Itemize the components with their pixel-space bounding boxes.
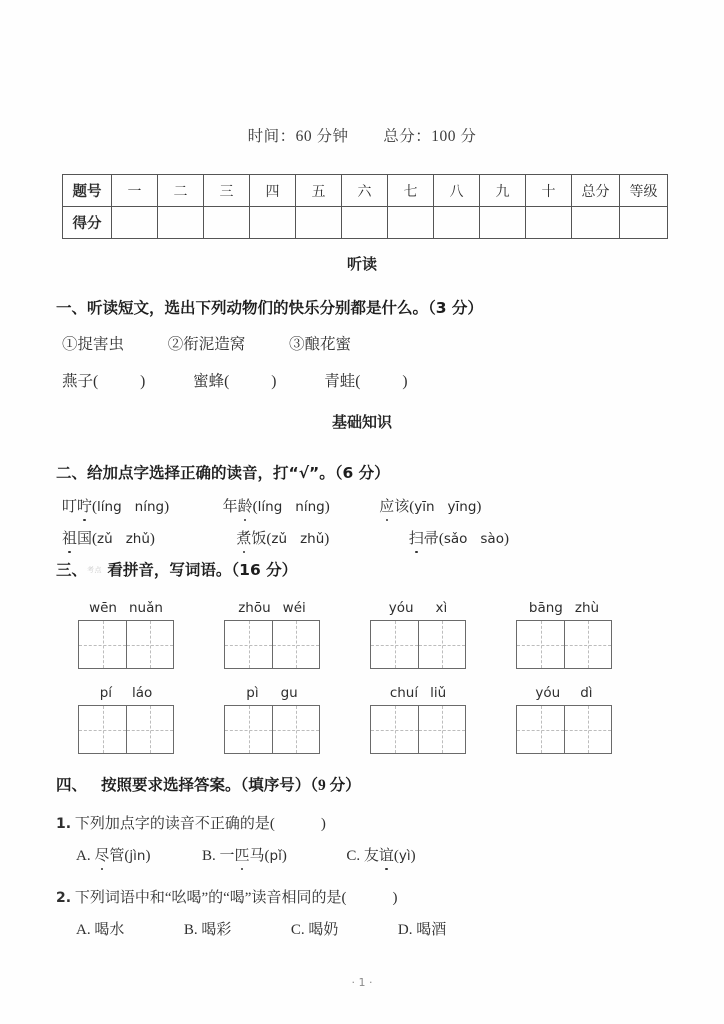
q3-item-7-syllable-2: liǔ (430, 685, 447, 701)
writing-cell[interactable] (517, 621, 564, 668)
score-cell-5[interactable] (296, 207, 342, 239)
q3-item-2-pinyin (224, 600, 320, 616)
q2-item-6-pinyin-b[interactable]: sào (480, 531, 504, 547)
score-cell-2[interactable] (158, 207, 204, 239)
question-4-number: 四、 (56, 777, 88, 794)
q2-item-2[interactable]: 年龄(líng níng) (223, 495, 330, 516)
q4-sub-2-option-b[interactable] (184, 922, 232, 938)
score-table-col-3: 三 (204, 175, 250, 207)
q2-item-4-suffix: 国 (77, 531, 93, 547)
q4-sub-2-option-d-letter: D. (397, 922, 413, 938)
q4-sub-1-option-c-dotted-char: 谊 (379, 844, 394, 865)
q4-sub-2-index: 2. (56, 890, 72, 906)
q1-animal-1-label: 燕子( (62, 373, 99, 390)
q3-item-2-grid[interactable] (224, 620, 320, 669)
score-cell-grade[interactable] (620, 207, 668, 239)
q4-sub-2-option-b-label: 喝彩 (201, 922, 232, 938)
q3-item-6 (224, 685, 320, 754)
q2-item-1-prefix: 叮 (62, 499, 78, 515)
writing-cell[interactable] (564, 621, 611, 668)
q2-item-5-pinyin-a[interactable]: zǔ (271, 531, 288, 547)
exam-time-label: 时间：60 分钟 (247, 128, 349, 145)
q3-item-5 (78, 685, 174, 754)
q3-item-3-grid[interactable] (370, 620, 466, 669)
question-4-sub-2 (56, 886, 397, 907)
q2-item-5-dotted-char: 煮 (236, 527, 251, 548)
q2-item-1[interactable]: 叮咛(líng níng) (62, 495, 169, 516)
score-cell-10[interactable] (526, 207, 572, 239)
question-1-answer-blanks (62, 369, 408, 391)
q4-sub-1-option-c[interactable]: C. 友谊(yì) (346, 848, 415, 864)
score-cell-6[interactable] (342, 207, 388, 239)
score-table-col-4: 四 (250, 175, 296, 207)
q3-item-1-grid[interactable] (78, 620, 174, 669)
q3-item-7-pinyin (370, 685, 466, 701)
score-table-score-row (63, 207, 668, 239)
writing-cell[interactable] (517, 706, 564, 753)
score-table-label-score: 得分 (63, 207, 112, 239)
writing-cell[interactable] (126, 706, 173, 753)
writing-cell[interactable] (272, 621, 319, 668)
writing-cell[interactable] (371, 706, 418, 753)
q2-item-3-dotted-char: 应 (379, 495, 394, 516)
q3-item-8-syllable-2: dì (580, 685, 593, 701)
q4-sub-1-option-b-letter: B. (201, 848, 216, 864)
score-table-col-6: 六 (342, 175, 388, 207)
q4-sub-1-option-c-letter: C. (346, 848, 361, 864)
q4-sub-2-option-a[interactable] (76, 922, 124, 938)
q2-item-4-dotted-char: 祖 (62, 527, 77, 548)
q4-sub-1-option-b-pinyin: pǐ (269, 848, 282, 864)
writing-cell[interactable] (418, 621, 465, 668)
q4-sub-2-option-d-label: 喝酒 (416, 922, 447, 938)
q2-item-2-pinyin-b[interactable]: níng (295, 499, 325, 515)
q3-item-3-pinyin (370, 600, 466, 616)
q3-item-5-pinyin (78, 685, 174, 701)
question-1-title: 一、听读短文，选出下列动物们的快乐分别都是什么。（3 分） (56, 299, 483, 317)
q2-item-2-prefix: 年 (222, 499, 238, 515)
question-4-sub-1 (56, 812, 326, 833)
q4-sub-1-paren: ) (320, 816, 326, 832)
q4-sub-1-option-b-prefix: 一 (219, 848, 235, 864)
q4-sub-1-option-a-letter: A. (76, 848, 91, 864)
score-table (62, 174, 668, 239)
question-4-sub-1-options (76, 844, 416, 865)
q4-sub-1-option-b[interactable]: B. 一匹马(pǐ) (202, 848, 287, 864)
q2-item-1-pinyin-a[interactable]: líng (97, 499, 122, 515)
q3-item-4-syllable-1: bāng (528, 600, 563, 616)
q3-item-4 (516, 600, 612, 669)
score-cell-9[interactable] (480, 207, 526, 239)
q3-item-3 (370, 600, 466, 669)
q4-sub-2-option-a-letter: A. (76, 922, 91, 938)
section-heading-listening: 听读 (346, 255, 377, 273)
q3-item-4-grid[interactable] (516, 620, 612, 669)
q4-sub-2-option-b-letter: B. (183, 922, 198, 938)
question-3-number: 三、 (56, 561, 88, 579)
q4-sub-2-paren: ) (392, 890, 398, 906)
score-table-col-10: 十 (526, 175, 572, 207)
writing-cell[interactable] (371, 621, 418, 668)
q3-item-2 (224, 600, 320, 669)
q1-paren-close-2: ) (271, 373, 277, 390)
score-cell-total[interactable] (572, 207, 620, 239)
section-heading-basics: 基础知识 (331, 413, 392, 431)
q4-sub-1-option-a-suffix: 管 (109, 848, 125, 864)
q3-item-7-grid[interactable] (370, 705, 466, 754)
q3-item-8-pinyin (516, 685, 612, 701)
q2-item-6-pinyin-a[interactable]: sǎo (443, 531, 468, 547)
q3-item-5-syllable-2: láo (132, 685, 153, 701)
q3-item-1-pinyin (78, 600, 174, 616)
q4-sub-1-text: 下列加点字的读音不正确的是( (74, 816, 275, 832)
q3-item-1-syllable-2: nuǎn (128, 600, 163, 616)
writing-cell[interactable] (564, 706, 611, 753)
question-2-title: 二、给加点字选择正确的读音，打“√”。（6 分） (56, 464, 390, 482)
writing-cell[interactable] (225, 706, 272, 753)
q3-item-7-syllable-1: chuí (389, 685, 419, 701)
q1-option-2: ②衔泥造窝 (167, 336, 246, 353)
q3-item-8-syllable-1: yóu (535, 685, 561, 701)
q4-sub-1-option-b-suffix: 马 (249, 848, 265, 864)
q3-item-6-grid[interactable] (224, 705, 320, 754)
q4-sub-1-option-a[interactable]: A. 尽管(jìn) (76, 848, 150, 864)
q3-item-6-pinyin (224, 685, 320, 701)
q3-item-4-syllable-2: zhù (574, 600, 600, 616)
q2-item-6-dotted-char: 扫 (409, 527, 424, 548)
q3-item-8 (516, 685, 612, 754)
q2-item-6[interactable]: 扫帚(sǎo sào) (409, 527, 509, 548)
score-table-col-grade: 等级 (620, 175, 668, 207)
q2-item-3[interactable]: 应该(yīn yīng) (379, 495, 481, 516)
q4-sub-1-index: 1. (56, 816, 72, 832)
q1-option-1: ①捉害虫 (62, 336, 125, 353)
question-1-options (62, 332, 351, 354)
q3-item-3-syllable-2: xì (435, 600, 448, 616)
q3-item-1 (78, 600, 174, 669)
score-table-header-row (63, 175, 668, 207)
writing-cell[interactable] (225, 621, 272, 668)
question-3-title (56, 558, 297, 580)
q2-item-6-suffix: 帚 (423, 531, 439, 547)
question-2-row-2 (62, 527, 509, 548)
writing-cell[interactable] (418, 706, 465, 753)
q3-item-7 (370, 685, 466, 754)
q2-item-4-pinyin-a[interactable]: zǔ (97, 531, 113, 547)
q1-animal-2-label: 蜜蜂( (193, 373, 230, 390)
score-cell-3[interactable] (204, 207, 250, 239)
q3-item-5-grid[interactable] (78, 705, 174, 754)
writing-cell[interactable] (272, 706, 319, 753)
page-number: · 1 · (351, 976, 373, 989)
q3-item-6-syllable-2: gu (280, 685, 298, 701)
q4-sub-1-option-a-dotted-char: 尽 (94, 844, 109, 865)
q3-item-6-syllable-1: pì (246, 685, 259, 701)
q2-item-3-pinyin-b[interactable]: yīng (447, 499, 477, 515)
q4-sub-2-text: 下列词语中和“吆喝”的“喝”读音相同的是( (74, 890, 347, 906)
q2-item-2-pinyin-a[interactable]: líng (257, 499, 283, 515)
score-table-col-9: 九 (480, 175, 526, 207)
question-2-row-1 (62, 495, 481, 516)
q3-item-8-grid[interactable] (516, 705, 612, 754)
q2-item-3-pinyin-a[interactable]: yīn (414, 499, 435, 515)
q4-sub-2-option-c-label: 喝奶 (308, 922, 339, 938)
q1-animal-3-label: 青蛙( (324, 373, 361, 390)
q2-item-4[interactable]: 祖国(zǔ zhǔ) (62, 527, 155, 548)
q4-sub-1-option-c-prefix: 友 (363, 848, 379, 864)
q4-sub-2-option-a-label: 喝水 (94, 922, 125, 938)
q1-paren-close-3: ) (402, 373, 408, 390)
writing-cell[interactable] (79, 706, 126, 753)
score-table-col-1: 一 (112, 175, 158, 207)
q3-item-1-syllable-1: wēn (89, 600, 117, 616)
score-table-col-total: 总分 (572, 175, 620, 207)
score-cell-8[interactable] (434, 207, 480, 239)
q2-item-5-pinyin-b[interactable]: zhǔ (300, 531, 325, 547)
score-cell-1[interactable] (112, 207, 158, 239)
q3-item-3-syllable-1: yóu (388, 600, 414, 616)
q2-item-5-suffix: 饭 (251, 531, 267, 547)
question-4-title (56, 773, 361, 795)
writing-cell[interactable] (126, 621, 173, 668)
q4-sub-2-option-d[interactable] (398, 922, 446, 938)
question-3-watermark: 考点 (87, 566, 103, 574)
q4-sub-2-option-c-letter: C. (290, 922, 305, 938)
q2-item-4-pinyin-b[interactable]: zhǔ (125, 531, 150, 547)
score-table-col-5: 五 (296, 175, 342, 207)
score-table-col-8: 八 (434, 175, 480, 207)
writing-cell[interactable] (79, 621, 126, 668)
q3-item-4-pinyin (516, 600, 612, 616)
q4-sub-2-option-c[interactable] (291, 922, 339, 938)
score-table-label-question: 题号 (63, 175, 112, 207)
score-cell-4[interactable] (250, 207, 296, 239)
q4-sub-1-option-a-pinyin: jìn (129, 848, 146, 864)
score-table-col-7: 七 (388, 175, 434, 207)
exam-meta-line (0, 124, 724, 146)
q2-item-1-dotted-char: 咛 (77, 495, 92, 516)
q3-item-2-syllable-2: wéi (282, 600, 306, 616)
q4-sub-1-option-b-dotted-char: 匹 (234, 844, 249, 865)
exam-total-label: 总分：100 分 (383, 128, 477, 145)
score-table-col-2: 二 (158, 175, 204, 207)
q1-option-3: ③酿花蜜 (289, 336, 352, 353)
q2-item-1-pinyin-b[interactable]: níng (134, 499, 165, 515)
q2-item-3-suffix: 该 (394, 499, 410, 515)
q1-paren-close-1: ) (140, 373, 146, 390)
score-cell-7[interactable] (388, 207, 434, 239)
q4-sub-1-option-c-pinyin: yì (398, 848, 411, 864)
question-3-text: 看拼音，写词语。（16 分） (107, 561, 298, 579)
q3-item-2-syllable-1: zhōu (238, 600, 271, 616)
q3-item-5-syllable-1: pí (99, 685, 113, 701)
question-4-sub-2-options (76, 918, 446, 939)
q2-item-5[interactable]: 煮饭(zǔ zhǔ) (236, 527, 329, 548)
q2-item-2-dotted-char: 龄 (238, 495, 253, 516)
question-4-text: 按照要求选择答案。（填序号）（9 分） (101, 777, 361, 794)
